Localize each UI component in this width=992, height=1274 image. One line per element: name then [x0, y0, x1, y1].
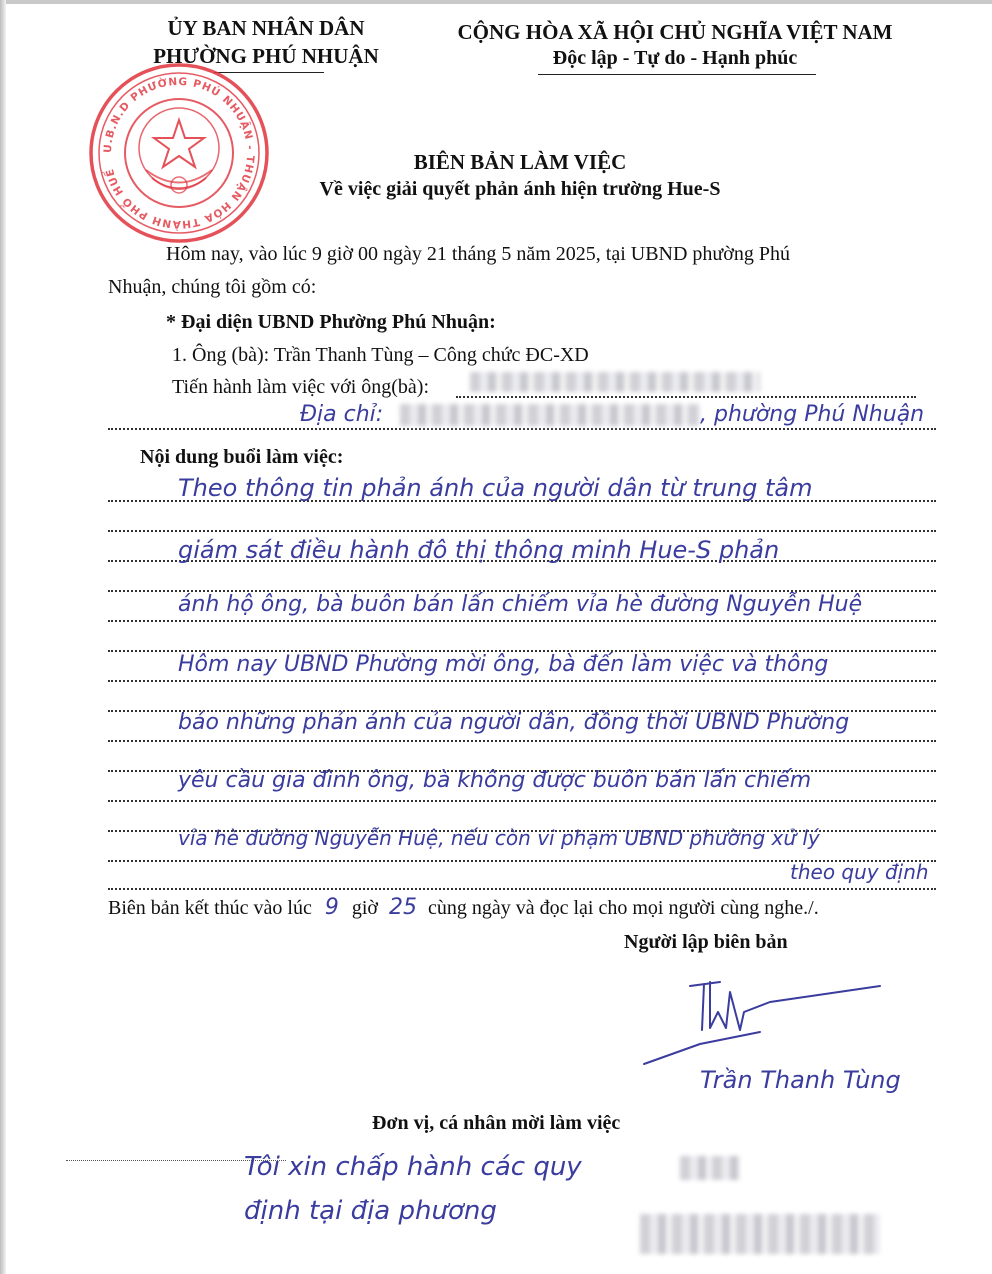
closing-line — [108, 895, 819, 920]
work-with-dotted-line — [456, 396, 916, 398]
closing-suffix: cùng ngày và đọc lại cho mọi người cùng nghe./. — [427, 897, 819, 919]
address-dotted-line — [108, 428, 936, 430]
closing-middle: giờ — [351, 897, 378, 919]
content-dotted-line — [108, 800, 936, 802]
content-handwritten-line: Hôm nay UBND Phường mời ông, bà đến làm việc và thông — [178, 652, 829, 677]
content-dotted-line — [108, 680, 936, 682]
content-handwritten-line: theo quy định — [790, 860, 929, 884]
content-heading: Nội dung buổi làm việc: — [140, 446, 344, 468]
content-handwritten-line: ánh hộ ông, bà buôn bán lấn chiếm vỉa hè đường Nguyễn Huệ — [178, 592, 863, 617]
invitee-handwritten-line1: Tôi xin chấp hành các quy — [244, 1152, 582, 1182]
address-handwritten-suffix: , phường Phú Nhuận — [700, 402, 925, 427]
content-handwritten-line: Theo thông tin phản ánh của người dân từ trung tâm — [178, 474, 813, 502]
closing-prefix: Biên bản kết thúc vào lúc — [108, 897, 312, 919]
content-handwritten-line: yêu cầu gia đình ông, bà không được buôn bán lấn chiếm — [178, 768, 812, 793]
content-handwritten-line: báo những phản ánh của người dân, đồng thời UBND Phường — [178, 710, 850, 735]
header-left-line2: PHƯỜNG PHÚ NHUẬN — [153, 44, 379, 68]
header-right-line1: CỘNG HÒA XÃ HỘI CHỦ NGHĨA VIỆT NAM — [457, 20, 893, 44]
scan-edge-top — [0, 0, 992, 4]
header-right-line2: Độc lập - Tự do - Hạnh phúc — [552, 47, 798, 69]
content-dotted-line — [108, 740, 936, 742]
content-handwritten-line: vỉa hè đường Nguyễn Huệ, nếu còn vi phạm UBND phường xử lý — [178, 826, 820, 850]
content-dotted-line — [108, 888, 936, 890]
content-handwritten-line: giám sát điều hành đô thị thông minh Hue-S phản — [178, 536, 780, 564]
closing-hour: 9 — [324, 895, 339, 920]
redacted-invitee-mark — [680, 1156, 740, 1180]
redacted-name — [470, 372, 760, 392]
redacted-invitee-signature — [640, 1214, 880, 1254]
content-dotted-line — [108, 620, 936, 622]
signer-label: Người lập biên bản — [624, 931, 788, 953]
redacted-address — [400, 404, 700, 426]
invitee-label: Đơn vị, cá nhân mời làm việc — [372, 1112, 621, 1134]
invitee-handwritten-line2: định tại địa phương — [244, 1196, 497, 1226]
intro-line1: Hôm nay, vào lúc 9 giờ 00 ngày 21 tháng 5 năm 2025, tại UBND phường Phú — [166, 243, 790, 265]
representative-heading: * Đại diện UBND Phường Phú Nhuận: — [166, 311, 496, 333]
content-dotted-line — [108, 530, 936, 532]
document-title: BIÊN BẢN LÀM VIỆC — [413, 150, 627, 174]
closing-minute: 25 — [388, 895, 417, 920]
work-with-label: Tiến hành làm việc với ông(bà): — [172, 376, 430, 398]
stamp-ring-text: U.B.N.D PHƯỜNG PHÚ NHUẬN - THUẬN HÓA THÀNH PHỐ HUẾ — [101, 75, 257, 231]
signer-name-handwritten: Trần Thanh Tùng — [700, 1066, 901, 1094]
intro-line2: Nhuận, chúng tôi gồm có: — [108, 276, 317, 298]
header-right-underline — [538, 74, 816, 75]
document-subtitle: Về việc giải quyết phản ánh hiện trường Hue-S — [319, 178, 721, 200]
representative-member: 1. Ông (bà): Trần Thanh Tùng – Công chức ĐC-XD — [172, 344, 589, 366]
address-handwritten-prefix: Địa chỉ: — [300, 402, 384, 427]
header-left-line1: ỦY BAN NHÂN DÂN — [167, 16, 365, 40]
